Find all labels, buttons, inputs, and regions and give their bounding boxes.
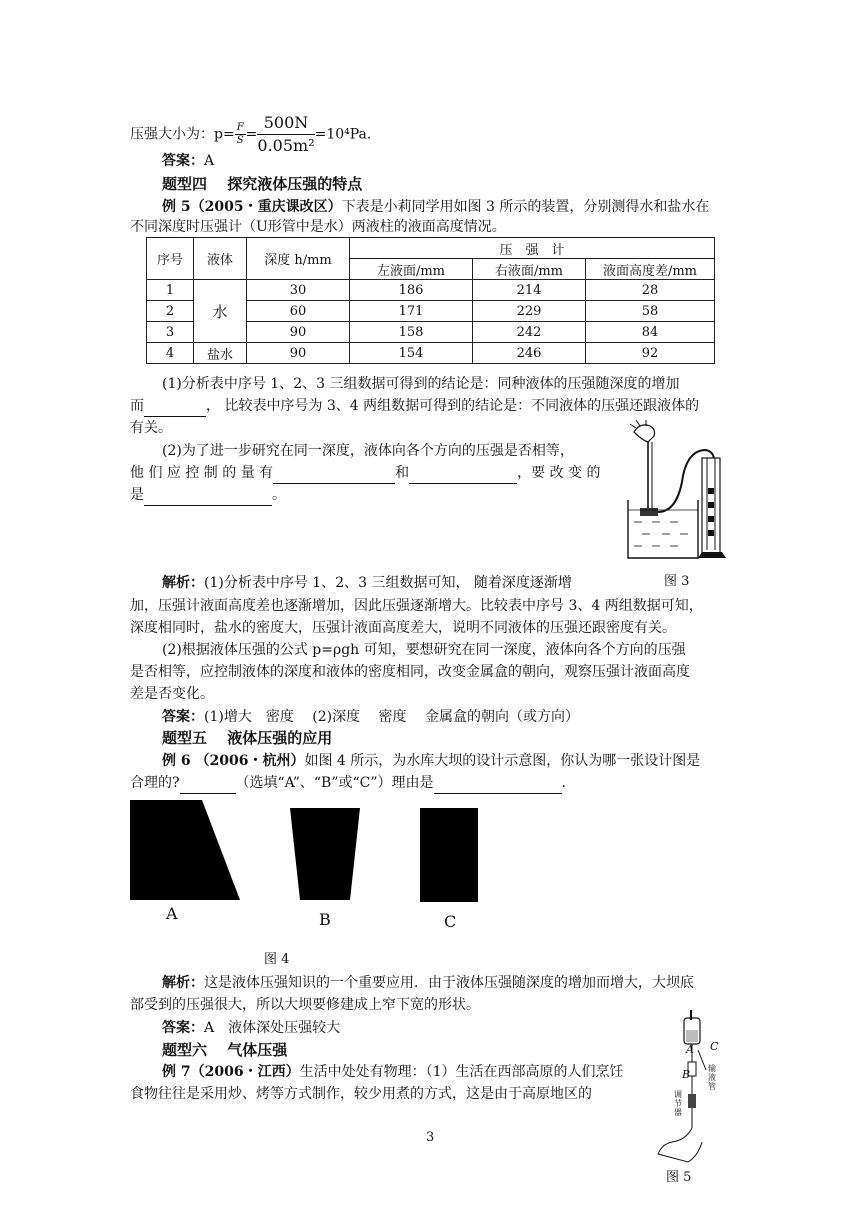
figure-3-pressure-gauge [622,418,732,566]
analysis-1-line-4: (2)根据液体压强的公式 p=ρgh 可知，要想研究在同一深度，液体向各个方向的压强 [162,642,686,658]
cell-liquid-saltwater: 盐水 [194,343,247,364]
answer-label: 答案： [162,709,204,725]
example-6-line-1 [162,750,762,772]
answer-label: 答案： [162,153,204,169]
cell-diff: 84 [586,322,715,343]
q2-text-b1: 他 们 应 控 制 的 量 有 [130,465,274,481]
example-7-text-1: 生活中处处有物理：（1）生活在西部高原的人们烹饪 [299,1064,624,1080]
header-gauge: 压 强 计 [350,238,715,259]
dam-label-a: A [166,904,178,923]
cell-depth: 90 [247,343,350,364]
fig5-regulator-label: 调节器 [674,1090,682,1117]
analysis-1-line-6: 差是否变化。 [130,686,214,702]
question-1-line-c: 有关。 [130,420,172,436]
example-5-line-1 [162,196,762,218]
question-2-line-a: (2)为了进一步研究在同一深度，液体向各个方向的压强是否相等， [162,443,574,459]
q1-text-b2: ， 比较表中序号为 3、4 两组数据可得到的结论是：不同液体的压强还跟液体的 [206,398,700,414]
equals-sign: = [245,126,258,143]
cell-depth: 60 [247,301,350,322]
figure-3-caption: 图 3 [664,574,690,589]
analysis-label: 解析： [162,575,204,591]
dam-design-c-shape [420,808,478,902]
q2-text-b3: ，要 改 变 的 [517,465,601,481]
header-diff: 液面高度差/mm [586,259,715,280]
example-6-text-2b: （选填“A”、“B”或“C”）理由是 [235,775,434,791]
header-left: 左液面/mm [350,259,473,280]
question-1-line-b [130,395,730,417]
question-1-line-a: (1)分析表中序号 1、2、3 三组数据可得到的结论是：同种液体的压强随深度的增加 [162,376,680,392]
dam-design-b-shape [290,808,360,902]
q1-text-b1: 而 [130,398,144,414]
cell-left: 186 [350,280,473,301]
cell-liquid-water: 水 [194,280,247,343]
cell-diff: 58 [586,301,715,322]
answer-1 [162,150,762,172]
header-right: 右液面/mm [473,259,586,280]
fig5-label-a: A [686,1043,694,1056]
cell-diff: 92 [586,343,715,364]
figure-5-iv-drip [652,1010,732,1166]
cell-right: 246 [473,343,586,364]
answer-value: A 液体深处压强较大 [204,1020,341,1036]
cell-right: 214 [473,280,586,301]
formula-result: =10⁴Pa. [314,126,372,143]
fraction-numerator: 500N [257,112,314,135]
formula-prefix: 压强大小为：p= [130,126,235,143]
f-numerator: F [236,122,244,133]
example-5-text-1: 下表是小莉同学用如图 3 所示的装置，分别测得水和盐水在 [341,199,710,215]
header-depth: 深度 h/mm [247,238,350,280]
section-5-title: 题型五 液体压强的应用 [162,729,333,747]
answer-blank-4[interactable] [144,491,272,506]
analysis-1-line-5: 是否相等，应控制液体的深度和液体的密度相同，改变金属盒的朝向，观察压强计液面高度 [130,664,690,680]
answer-blank-2[interactable] [273,469,395,484]
answer-blank-3[interactable] [409,469,517,484]
answer-2 [162,706,762,728]
example-5-label: 例 5（2005・重庆课改区） [162,199,342,215]
f-over-s-fraction [235,122,246,147]
section-4-title: 题型四 探究液体压强的特点 [162,175,363,193]
figure-4-caption: 图 4 [264,952,290,967]
answer-value: A [204,153,215,169]
cell-depth: 90 [247,322,350,343]
page-number: 3 [426,1130,435,1145]
analysis-1-text-1: (1)分析表中序号 1、2、3 三组数据可知， 随着深度逐渐增 [204,575,572,591]
example-6-text-1: 如图 4 所示，为水库大坝的设计示意图，你认为哪一张设计图是 [304,753,701,769]
answer-blank-6[interactable] [434,779,562,794]
table-row [147,280,715,301]
analysis-2-text-1: 这是液体压强知识的一个重要应用．由于液体压强随深度的增加而增大，大坝底 [204,975,694,991]
q2-text-c1: 是 [130,487,144,503]
analysis-2-line-2: 部受到的压强很大，所以大坝要修建成上窄下宽的形状。 [130,997,480,1013]
dam-label-b: B [319,910,331,929]
fig5-tube-label: 输液管 [708,1064,716,1091]
cell-left: 154 [350,343,473,364]
pressure-data-table [146,237,715,364]
cell-seq: 4 [147,343,194,364]
answer-blank-5[interactable] [180,779,236,794]
q2-text-c2: 。 [272,487,286,503]
example-7-label: 例 7（2006・江西） [162,1064,300,1080]
fig5-label-b: B [682,1068,691,1081]
cell-left: 158 [350,322,473,343]
example-6-label: 例 6 （2006・杭州） [162,753,305,769]
analysis-2-line-1 [162,972,762,994]
cell-depth: 30 [247,280,350,301]
header-seq: 序号 [147,238,194,280]
cell-diff: 28 [586,280,715,301]
answer-label: 答案： [162,1020,204,1036]
cell-right: 242 [473,322,586,343]
answer-value: (1)增大 密度 (2)深度 密度 金属盒的朝向（或方向） [204,709,580,725]
cell-seq: 2 [147,301,194,322]
example-6-text-2c: . [561,775,566,791]
dam-label-c: C [444,912,457,931]
example-5-line-2: 不同深度时压强计（U形管中是水）两液柱的液面高度情况。 [130,219,506,235]
example-7-line-2: 食物往往是采用炒、烤等方式制作，较少用煮的方式，这是由于高原地区的 [130,1086,592,1102]
cell-left: 171 [350,301,473,322]
dam-design-a-shape [130,800,240,902]
analysis-1-line-3: 深度相同时，盐水的密度大，压强计液面高度差大，说明不同液体的压强还跟密度有关。 [130,620,676,636]
analysis-label: 解析： [162,975,204,991]
cell-seq: 3 [147,322,194,343]
q2-text-b2: 和 [395,465,410,481]
s-denominator: S [236,135,244,146]
example-6-text-2a: 合理的? [130,775,180,791]
fraction-denominator: 0.05m² [257,136,315,155]
analysis-1-line-2: 加，压强计液面高度差也逐渐增加，因此压强逐渐增大。比较表中序号 3、4 两组数据可知， [130,598,703,614]
section-6-title: 题型六 气体压强 [162,1041,288,1059]
answer-blank-1[interactable] [144,402,206,417]
example-6-line-2 [130,772,730,794]
figure-5-caption: 图 5 [666,1170,692,1185]
header-liquid: 液体 [194,238,247,280]
fig5-label-c: C [710,1040,719,1053]
cell-seq: 1 [147,280,194,301]
table-row [147,343,715,364]
cell-right: 229 [473,301,586,322]
